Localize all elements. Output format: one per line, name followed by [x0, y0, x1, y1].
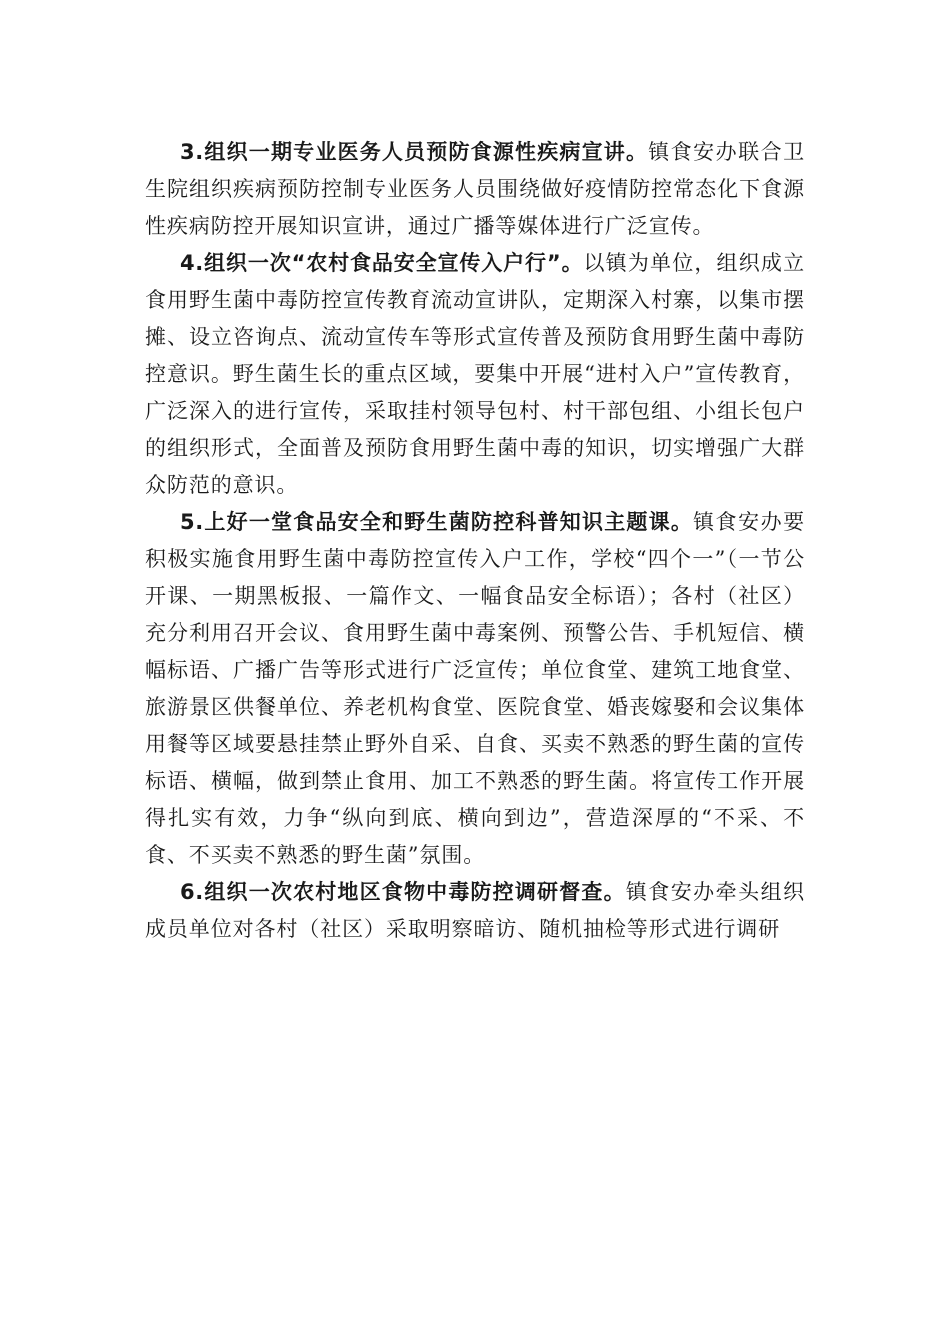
- paragraph-6-heading: 6.组织一次农村地区食物中毒防控调研督查。: [180, 880, 626, 904]
- paragraph-3-heading: 3.组织一期专业医务人员预防食源性疾病宣讲。: [180, 140, 649, 164]
- paragraph-5-text: 镇食安办要积极实施食用野生菌中毒防控宣传入户工作，学校“四个一”（一节公开课、一期黑板报、一篇作文、一幅食品安全标语）；各村（社区）充分利用召开会议、食用野生菌中毒案例、预警公告、手机短信、横幅标语、广播广告等形式进行广泛宣传；单位食堂、建筑工地食堂、旅游景区供餐单位、养老机构食堂、医院食堂、婚丧嫁娶和会议集体用餐等区域要悬挂禁止野外自采、自食、买卖不熟悉的野生菌的宣传标语、横幅，做到禁止食用、加工不熟悉的野生菌。将宣传工作开展得扎实有效，力争“纵向到底、横向到边”，营造深厚的“不采、不食、不买卖不熟悉的野生菌”氛围。: [145, 510, 805, 867]
- paragraph-4-heading: 4.组织一次“农村食品安全宣传入户行”。: [180, 251, 584, 275]
- paragraph-6: [145, 874, 805, 948]
- paragraph-3: [145, 134, 805, 245]
- paragraph-3-text: 镇食安办联合卫生院组织疾病预防控制专业医务人员围绕做好疫情防控常态化下食源性疾病防控开展知识宣讲，通过广播等媒体进行广泛宣传。: [145, 140, 805, 238]
- document-body: [145, 134, 805, 948]
- paragraph-4-text: 以镇为单位，组织成立食用野生菌中毒防控宣传教育流动宣讲队，定期深入村寨，以集市摆摊、设立咨询点、流动宣传车等形式宣传普及预防食用野生菌中毒防控意识。野生菌生长的重点区域，要集中开展“进村入户”宣传教育，广泛深入的进行宣传，采取挂村领导包村、村干部包组、小组长包户的组织形式，全面普及预防食用野生菌中毒的知识，切实增强广大群众防范的意识。: [145, 251, 805, 497]
- paragraph-6-text: 镇食安办牵头组织成员单位对各村（社区）采取明察暗访、随机抽检等形式进行调研: [145, 880, 805, 941]
- paragraph-5: [145, 504, 805, 874]
- paragraph-5-heading: 5.上好一堂食品安全和野生菌防控科普知识主题课。: [180, 510, 694, 534]
- paragraph-4: [145, 245, 805, 504]
